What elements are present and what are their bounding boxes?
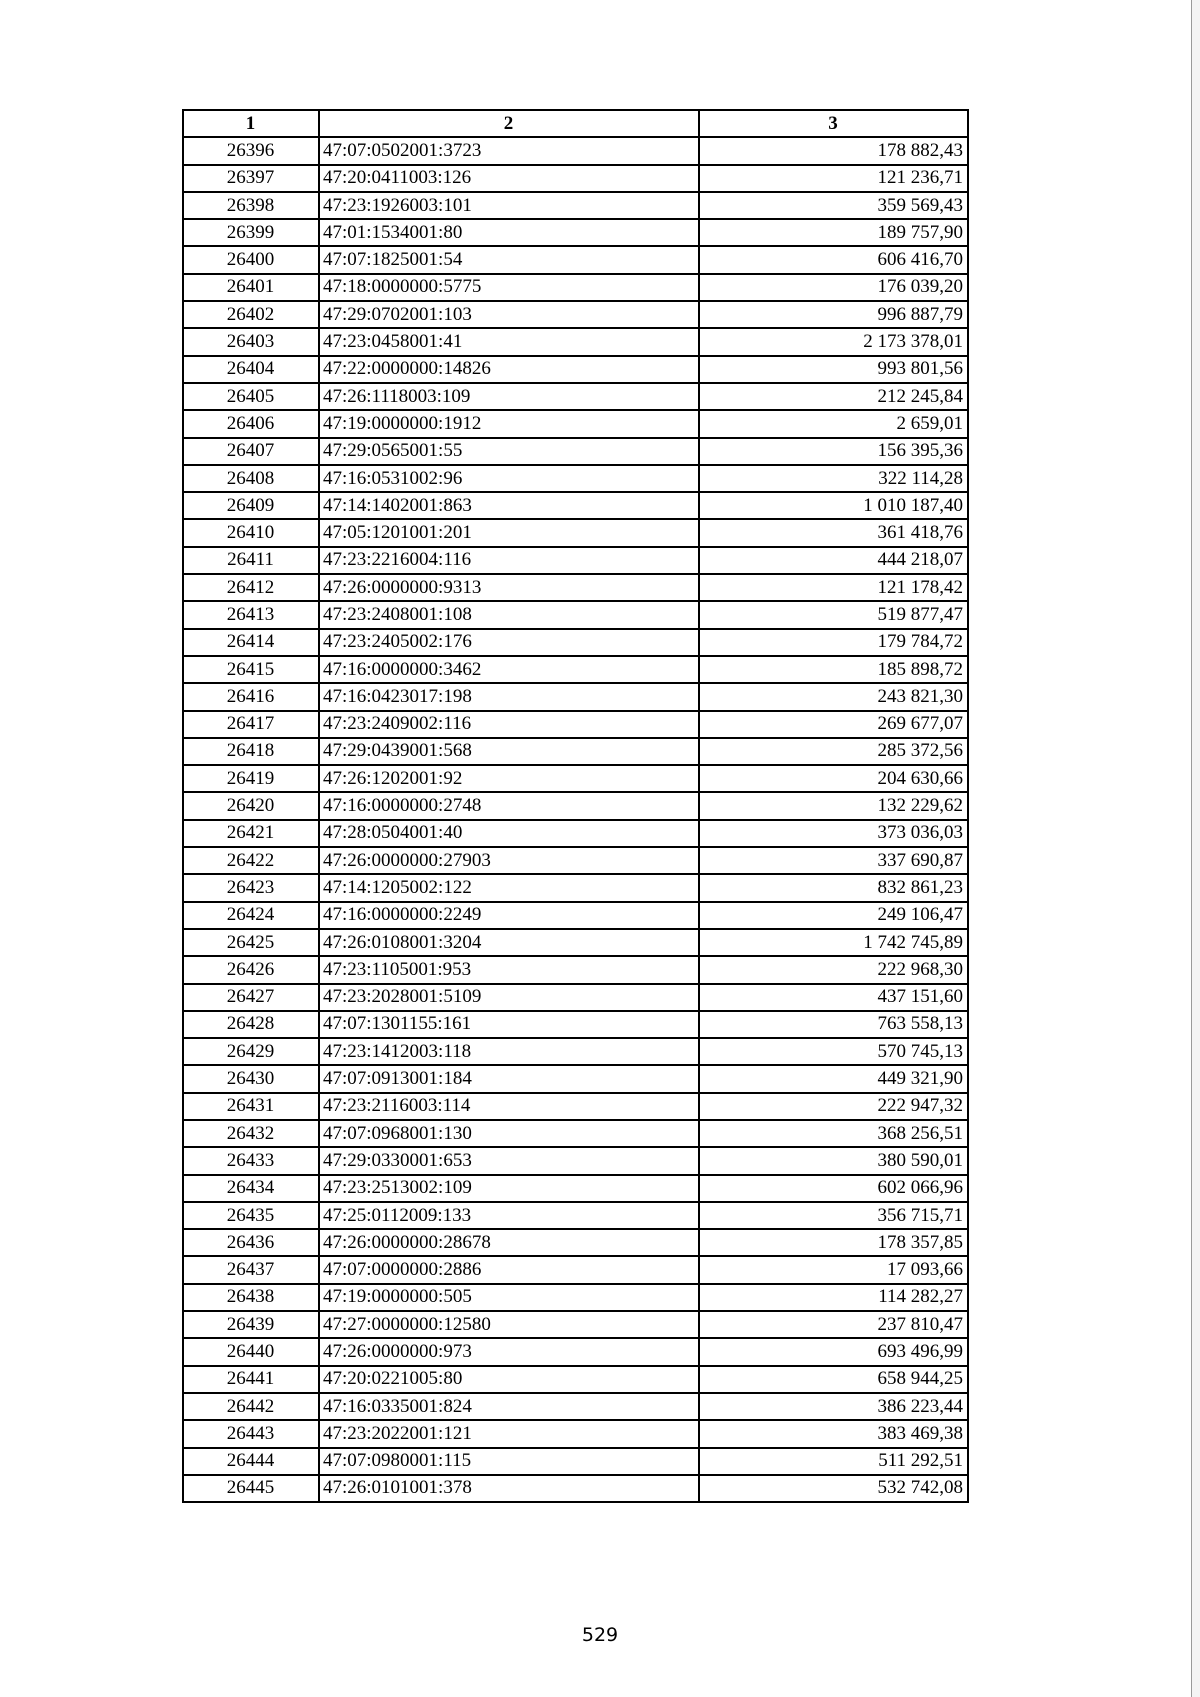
table-cell-col-3: 1 010 187,40 (699, 492, 968, 519)
column-header-3: 3 (699, 110, 968, 137)
table-cell-col-3: 380 590,01 (699, 1147, 968, 1174)
table-cell-col-1: 26407 (183, 438, 319, 465)
table-row (183, 1366, 968, 1393)
table-cell-col-1: 26420 (183, 792, 319, 819)
table-cell-col-3: 178 357,85 (699, 1229, 968, 1256)
column-header-1: 1 (183, 110, 319, 137)
table-cell-col-3: 606 416,70 (699, 246, 968, 273)
table-cell-col-3: 212 245,84 (699, 383, 968, 410)
table-cell-col-2: 47:07:0000000:2886 (319, 1256, 699, 1283)
table-row (183, 929, 968, 956)
table-cell-col-1: 26423 (183, 874, 319, 901)
table-cell-col-3: 359 569,43 (699, 192, 968, 219)
table-row (183, 1120, 968, 1147)
table-cell-col-3: 383 469,38 (699, 1420, 968, 1447)
table-row (183, 519, 968, 546)
table-cell-col-3: 249 106,47 (699, 902, 968, 929)
table-cell-col-2: 47:20:0411003:126 (319, 165, 699, 192)
table-cell-col-2: 47:22:0000000:14826 (319, 356, 699, 383)
table-cell-col-3: 285 372,56 (699, 738, 968, 765)
table-cell-col-3: 17 093,66 (699, 1256, 968, 1283)
table-row (183, 219, 968, 246)
table-cell-col-2: 47:07:1301155:161 (319, 1011, 699, 1038)
table-cell-col-2: 47:26:0000000:28678 (319, 1229, 699, 1256)
table-row (183, 356, 968, 383)
table-cell-col-1: 26415 (183, 656, 319, 683)
table-cell-col-1: 26398 (183, 192, 319, 219)
table-cell-col-2: 47:18:0000000:5775 (319, 274, 699, 301)
table-cell-col-1: 26441 (183, 1366, 319, 1393)
table-cell-col-1: 26444 (183, 1448, 319, 1475)
table-cell-col-2: 47:26:1202001:92 (319, 765, 699, 792)
table-cell-col-1: 26405 (183, 383, 319, 410)
table-cell-col-3: 519 877,47 (699, 601, 968, 628)
table-cell-col-2: 47:23:2028001:5109 (319, 984, 699, 1011)
table-row (183, 984, 968, 1011)
table-cell-col-1: 26438 (183, 1284, 319, 1311)
table-row (183, 1065, 968, 1092)
table-cell-col-3: 832 861,23 (699, 874, 968, 901)
table-cell-col-2: 47:19:0000000:1912 (319, 410, 699, 437)
table-row (183, 683, 968, 710)
table-cell-col-1: 26418 (183, 738, 319, 765)
table-cell-col-2: 47:23:2116003:114 (319, 1093, 699, 1120)
table-row (183, 874, 968, 901)
table-cell-col-1: 26408 (183, 465, 319, 492)
table-row (183, 1420, 968, 1447)
table-cell-col-1: 26432 (183, 1120, 319, 1147)
table-row (183, 1229, 968, 1256)
table-cell-col-3: 132 229,62 (699, 792, 968, 819)
table-cell-col-1: 26442 (183, 1393, 319, 1420)
table-cell-col-1: 26429 (183, 1038, 319, 1065)
table-cell-col-1: 26401 (183, 274, 319, 301)
table-cell-col-2: 47:23:2405002:176 (319, 629, 699, 656)
table-row (183, 301, 968, 328)
table-cell-col-1: 26404 (183, 356, 319, 383)
table-cell-col-2: 47:26:0000000:973 (319, 1338, 699, 1365)
table-row (183, 1393, 968, 1420)
table-cell-col-2: 47:29:0439001:568 (319, 738, 699, 765)
table-cell-col-1: 26416 (183, 683, 319, 710)
table-cell-col-2: 47:14:1402001:863 (319, 492, 699, 519)
table-cell-col-3: 178 882,43 (699, 137, 968, 164)
table-cell-col-2: 47:29:0702001:103 (319, 301, 699, 328)
table-cell-col-3: 449 321,90 (699, 1065, 968, 1092)
table-cell-col-3: 356 715,71 (699, 1202, 968, 1229)
table-row (183, 137, 968, 164)
table-cell-col-3: 121 236,71 (699, 165, 968, 192)
table-cell-col-3: 763 558,13 (699, 1011, 968, 1038)
table-cell-col-1: 26414 (183, 629, 319, 656)
table-cell-col-3: 204 630,66 (699, 765, 968, 792)
table-cell-col-1: 26426 (183, 956, 319, 983)
table-cell-col-1: 26425 (183, 929, 319, 956)
table-row (183, 601, 968, 628)
table-cell-col-1: 26435 (183, 1202, 319, 1229)
table-cell-col-3: 361 418,76 (699, 519, 968, 546)
table-cell-col-3: 602 066,96 (699, 1175, 968, 1202)
table-cell-col-3: 156 395,36 (699, 438, 968, 465)
table-cell-col-2: 47:23:1105001:953 (319, 956, 699, 983)
table-cell-col-1: 26431 (183, 1093, 319, 1120)
table-cell-col-2: 47:16:0423017:198 (319, 683, 699, 710)
table-cell-col-2: 47:25:0112009:133 (319, 1202, 699, 1229)
table-row (183, 1475, 968, 1502)
table-cell-col-3: 437 151,60 (699, 984, 968, 1011)
table-cell-col-1: 26422 (183, 847, 319, 874)
table-cell-col-2: 47:16:0335001:824 (319, 1393, 699, 1420)
table-cell-col-1: 26406 (183, 410, 319, 437)
table-cell-col-3: 511 292,51 (699, 1448, 968, 1475)
table-cell-col-1: 26437 (183, 1256, 319, 1283)
table-cell-col-2: 47:07:1825001:54 (319, 246, 699, 273)
table-cell-col-3: 1 742 745,89 (699, 929, 968, 956)
table-cell-col-1: 26402 (183, 301, 319, 328)
table-cell-col-1: 26439 (183, 1311, 319, 1338)
table-cell-col-3: 693 496,99 (699, 1338, 968, 1365)
table-cell-col-3: 337 690,87 (699, 847, 968, 874)
table-cell-col-2: 47:23:1926003:101 (319, 192, 699, 219)
table-row (183, 574, 968, 601)
table-cell-col-2: 47:23:2216004:116 (319, 547, 699, 574)
table-cell-col-1: 26399 (183, 219, 319, 246)
table-cell-col-3: 322 114,28 (699, 465, 968, 492)
table-cell-col-1: 26436 (183, 1229, 319, 1256)
table-cell-col-2: 47:26:0108001:3204 (319, 929, 699, 956)
table-cell-col-3: 185 898,72 (699, 656, 968, 683)
table-cell-col-2: 47:26:0101001:378 (319, 1475, 699, 1502)
table-cell-col-2: 47:29:0565001:55 (319, 438, 699, 465)
table-cell-col-2: 47:29:0330001:653 (319, 1147, 699, 1174)
table-row (183, 902, 968, 929)
table-cell-col-1: 26400 (183, 246, 319, 273)
table-cell-col-2: 47:16:0000000:3462 (319, 656, 699, 683)
table-cell-col-2: 47:05:1201001:201 (319, 519, 699, 546)
table-cell-col-3: 176 039,20 (699, 274, 968, 301)
table-cell-col-3: 243 821,30 (699, 683, 968, 710)
table-cell-col-2: 47:23:1412003:118 (319, 1038, 699, 1065)
table-cell-col-1: 26397 (183, 165, 319, 192)
table-cell-col-3: 373 036,03 (699, 820, 968, 847)
table-row (183, 1448, 968, 1475)
table-row (183, 847, 968, 874)
table-cell-col-1: 26413 (183, 601, 319, 628)
table-cell-col-3: 368 256,51 (699, 1120, 968, 1147)
table-cell-col-3: 121 178,42 (699, 574, 968, 601)
table-cell-col-1: 26430 (183, 1065, 319, 1092)
table-cell-col-1: 26433 (183, 1147, 319, 1174)
table-row (183, 246, 968, 273)
table-row (183, 765, 968, 792)
table-row (183, 547, 968, 574)
table-row (183, 711, 968, 738)
table-cell-col-3: 570 745,13 (699, 1038, 968, 1065)
data-table (182, 109, 969, 1503)
table-row (183, 1311, 968, 1338)
table-cell-col-2: 47:16:0531002:96 (319, 465, 699, 492)
table-cell-col-1: 26427 (183, 984, 319, 1011)
table-row (183, 492, 968, 519)
table-cell-col-3: 532 742,08 (699, 1475, 968, 1502)
column-header-2: 2 (319, 110, 699, 137)
table-cell-col-3: 222 968,30 (699, 956, 968, 983)
table-row (183, 465, 968, 492)
table-cell-col-2: 47:16:0000000:2748 (319, 792, 699, 819)
table-row (183, 1256, 968, 1283)
table-row (183, 192, 968, 219)
table-row (183, 956, 968, 983)
table-cell-col-3: 222 947,32 (699, 1093, 968, 1120)
table-cell-col-2: 47:19:0000000:505 (319, 1284, 699, 1311)
page-number: 529 (581, 1624, 619, 1646)
table-row (183, 1284, 968, 1311)
table-row (183, 1202, 968, 1229)
page-edge-line (1191, 0, 1192, 1697)
table-body (183, 137, 968, 1502)
table-cell-col-3: 2 173 378,01 (699, 328, 968, 355)
table-cell-col-1: 26409 (183, 492, 319, 519)
table-row (183, 656, 968, 683)
table-cell-col-1: 26417 (183, 711, 319, 738)
table-row (183, 1093, 968, 1120)
table-cell-col-3: 189 757,90 (699, 219, 968, 246)
table-cell-col-1: 26411 (183, 547, 319, 574)
table-cell-col-1: 26434 (183, 1175, 319, 1202)
table-cell-col-2: 47:23:0458001:41 (319, 328, 699, 355)
table-row (183, 792, 968, 819)
table-row (183, 410, 968, 437)
table-cell-col-2: 47:07:0980001:115 (319, 1448, 699, 1475)
table-cell-col-1: 26424 (183, 902, 319, 929)
table-cell-col-2: 47:26:0000000:27903 (319, 847, 699, 874)
table-row (183, 820, 968, 847)
table-cell-col-2: 47:26:1118003:109 (319, 383, 699, 410)
table-cell-col-3: 237 810,47 (699, 1311, 968, 1338)
table-cell-col-1: 26410 (183, 519, 319, 546)
table-row (183, 383, 968, 410)
table-row (183, 1147, 968, 1174)
table-cell-col-2: 47:23:2409002:116 (319, 711, 699, 738)
table-cell-col-3: 658 944,25 (699, 1366, 968, 1393)
table-row (183, 1011, 968, 1038)
table-row (183, 438, 968, 465)
table-cell-col-1: 26445 (183, 1475, 319, 1502)
table-cell-col-3: 444 218,07 (699, 547, 968, 574)
table-row (183, 274, 968, 301)
table-cell-col-2: 47:07:0968001:130 (319, 1120, 699, 1147)
table-cell-col-3: 2 659,01 (699, 410, 968, 437)
table-cell-col-2: 47:28:0504001:40 (319, 820, 699, 847)
table-cell-col-2: 47:01:1534001:80 (319, 219, 699, 246)
table-row (183, 328, 968, 355)
table-row (183, 1175, 968, 1202)
table-cell-col-3: 114 282,27 (699, 1284, 968, 1311)
table-cell-col-1: 26440 (183, 1338, 319, 1365)
table-cell-col-2: 47:14:1205002:122 (319, 874, 699, 901)
table-cell-col-1: 26403 (183, 328, 319, 355)
table-row (183, 1038, 968, 1065)
table-cell-col-3: 996 887,79 (699, 301, 968, 328)
table-cell-col-2: 47:26:0000000:9313 (319, 574, 699, 601)
table-cell-col-1: 26396 (183, 137, 319, 164)
table-cell-col-2: 47:27:0000000:12580 (319, 1311, 699, 1338)
table-cell-col-1: 26412 (183, 574, 319, 601)
table-row (183, 629, 968, 656)
page-margin-strip (1192, 0, 1200, 1697)
table-cell-col-3: 179 784,72 (699, 629, 968, 656)
table-row (183, 738, 968, 765)
table-cell-col-2: 47:20:0221005:80 (319, 1366, 699, 1393)
table-cell-col-3: 386 223,44 (699, 1393, 968, 1420)
table-cell-col-2: 47:07:0913001:184 (319, 1065, 699, 1092)
table-cell-col-1: 26428 (183, 1011, 319, 1038)
table-cell-col-1: 26419 (183, 765, 319, 792)
table-cell-col-2: 47:23:2513002:109 (319, 1175, 699, 1202)
table-row (183, 165, 968, 192)
table-cell-col-1: 26421 (183, 820, 319, 847)
header-row (183, 110, 968, 137)
table-row (183, 1338, 968, 1365)
table-cell-col-1: 26443 (183, 1420, 319, 1447)
table-cell-col-3: 269 677,07 (699, 711, 968, 738)
table-cell-col-2: 47:23:2408001:108 (319, 601, 699, 628)
table-cell-col-2: 47:23:2022001:121 (319, 1420, 699, 1447)
table-cell-col-3: 993 801,56 (699, 356, 968, 383)
table-header (183, 110, 968, 137)
table-cell-col-2: 47:16:0000000:2249 (319, 902, 699, 929)
table-cell-col-2: 47:07:0502001:3723 (319, 137, 699, 164)
